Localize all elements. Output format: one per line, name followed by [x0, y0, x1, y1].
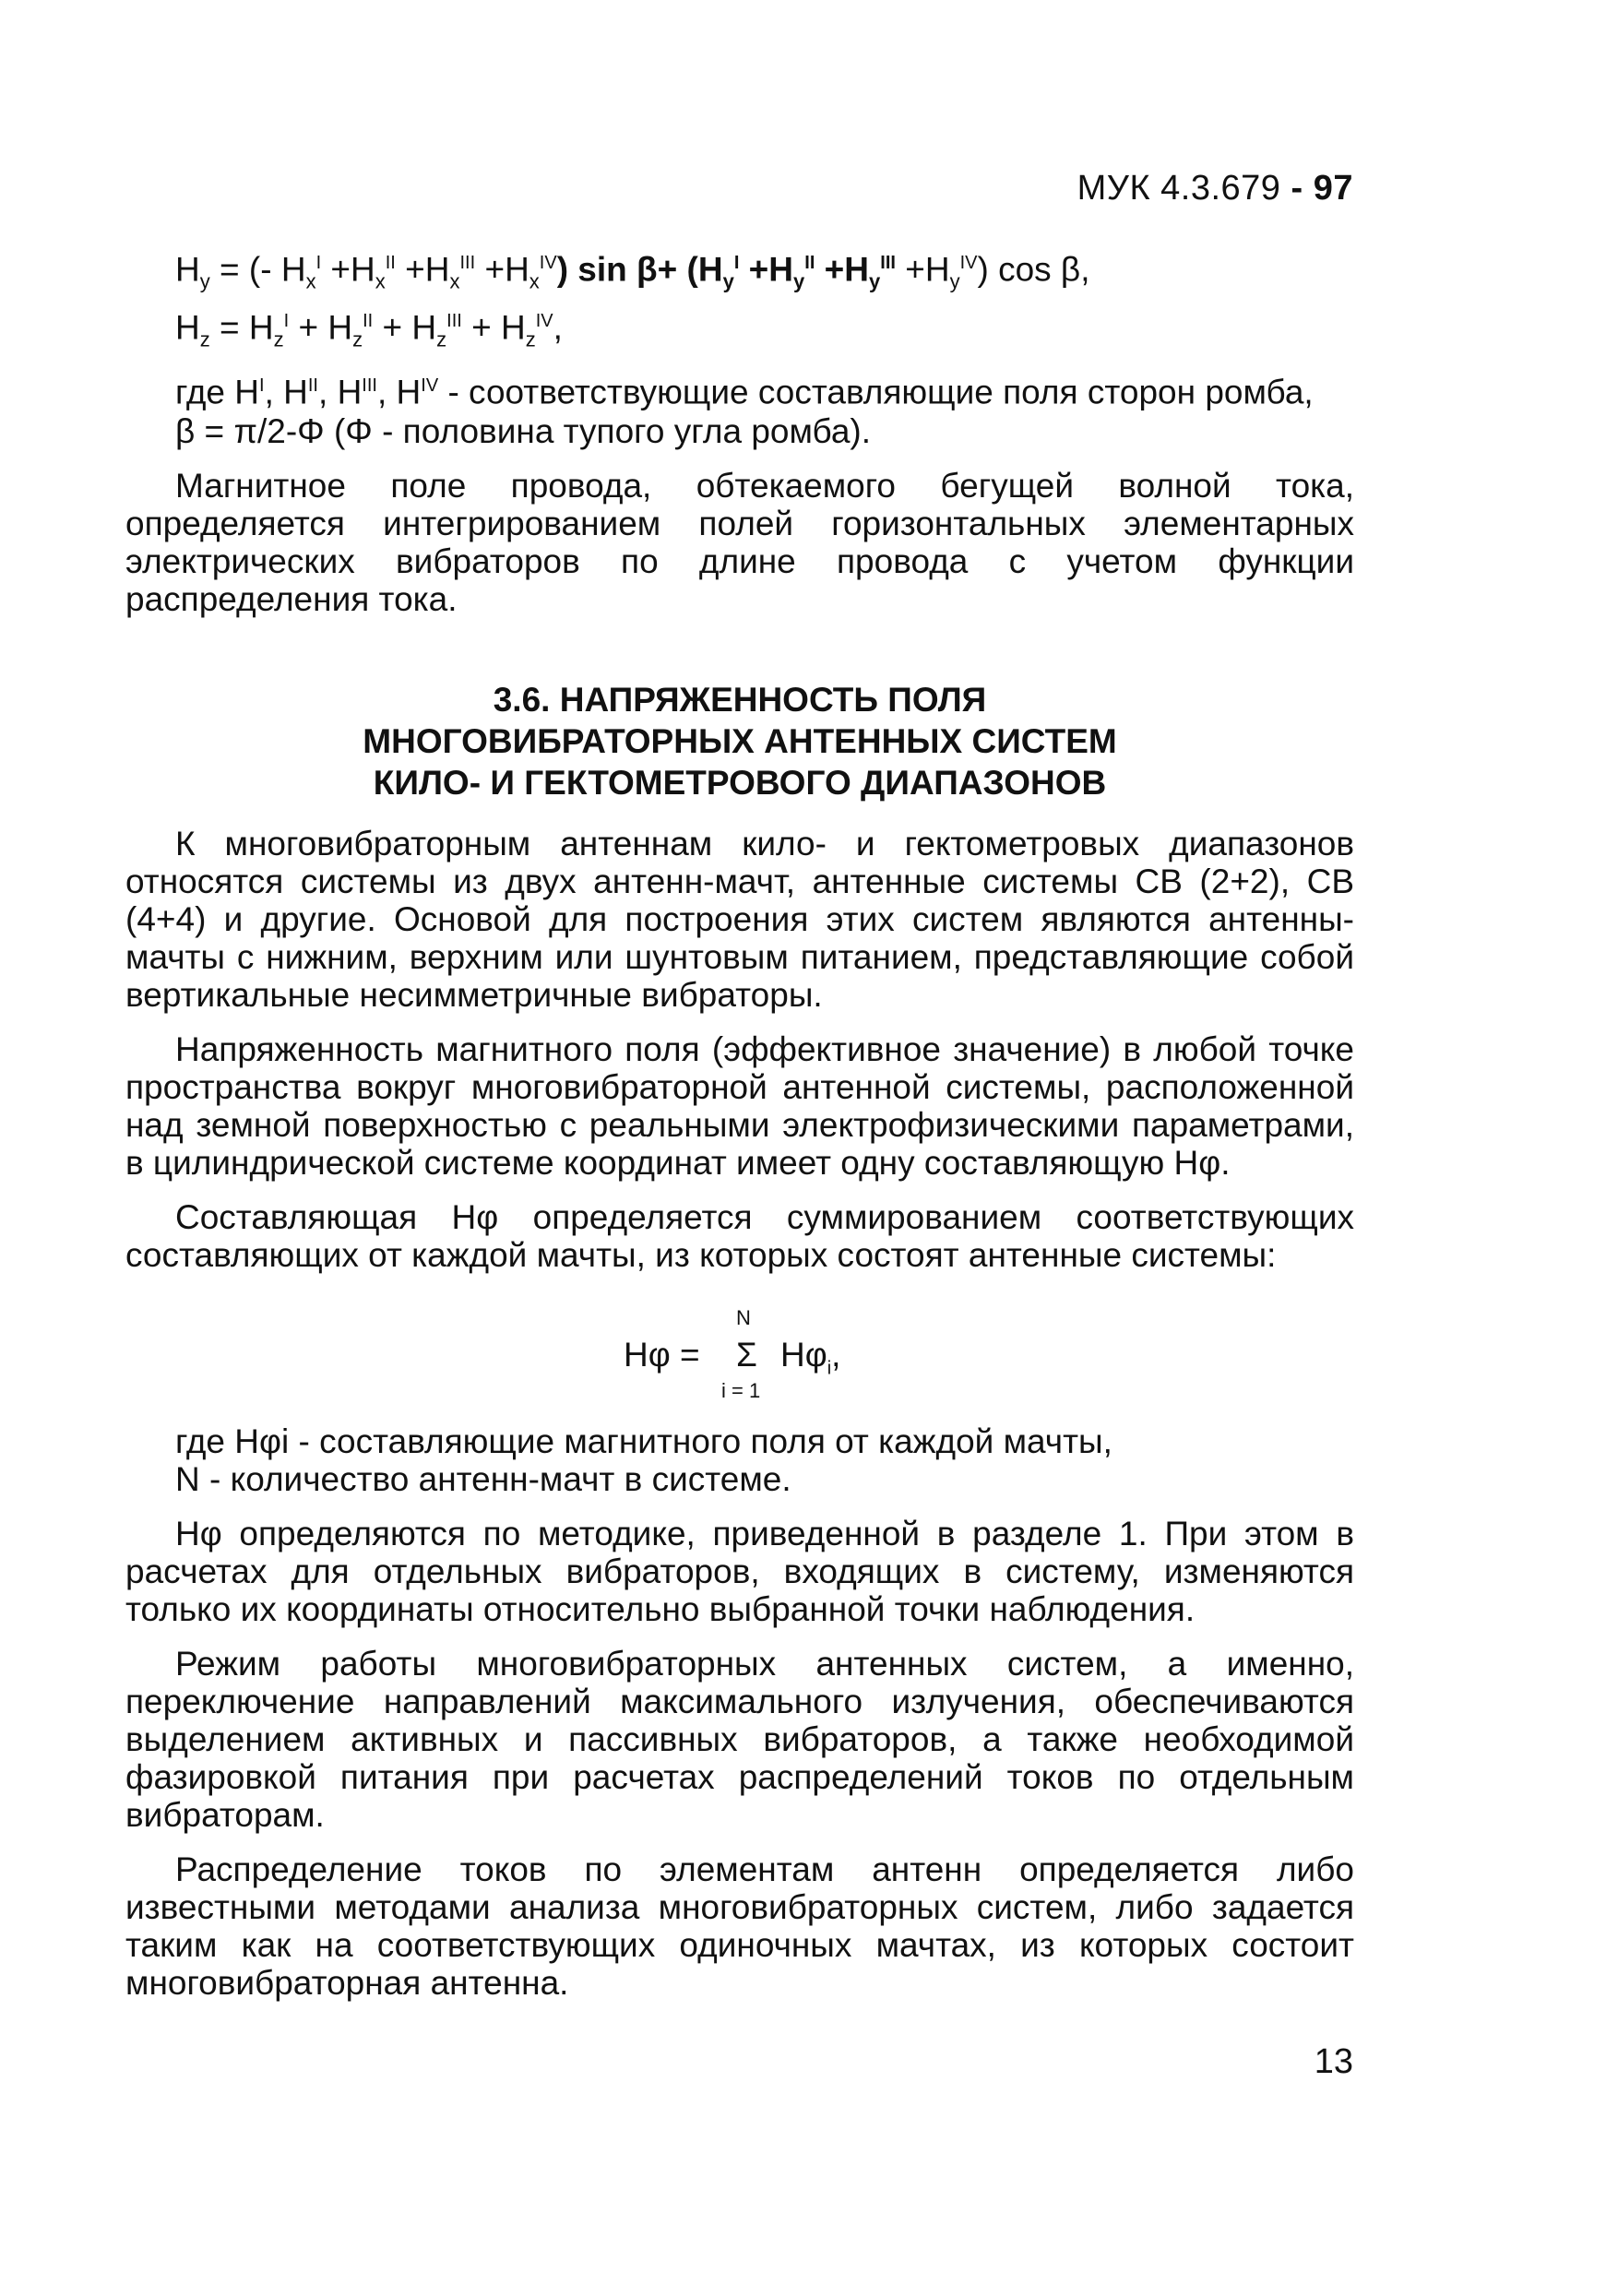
section-heading-line-3: КИЛО- И ГЕКТОМЕТРОВОГО ДИАПАЗОНОВ	[373, 764, 1107, 802]
method-paragraph: Hφ определяются по методике, приведенной в разделе 1. При этом в расчетах для отдельных вибраторов, входящих в систему, изменяются только их координаты относительно выбранной точки наблюдения.	[125, 1515, 1354, 1628]
formula-hz: $H_z = H_z^I + H_z^{II} + H_z^{III} + H_z^{IV}$,	[175, 308, 563, 351]
doc-code-separator: -	[1291, 169, 1303, 208]
sum-upper-limit: N	[736, 1306, 751, 1329]
summation-formula	[624, 1306, 919, 1402]
where-n-line: N - количество антенн-мачт в системе.	[175, 1460, 791, 1498]
section-heading-line-2: МНОГОВИБРАТОРНЫХ АНТЕННЫХ СИСТЕМ	[363, 722, 1117, 760]
rhombus-components-block	[125, 367, 1354, 618]
formula-hy: $H_y$ = (- $H_x^I +H_x^{II} +H_x^{III} +H_x^{IV}$) $\sin \beta+ (H_y^I +H_y^{II} +H_y^{III} +H_y^{IV})$ cos β,	[175, 250, 1090, 293]
section-body	[125, 825, 1354, 1274]
section-heading-line-1: 3.6. НАПРЯЖЕННОСТЬ ПОЛЯ	[493, 681, 987, 719]
sum-sigma: Σ	[736, 1336, 757, 1374]
where-rhombus-paragraph: где $H^I$, $H^{II}$, $H^{III}$, $H^{IV}$ - соответствующие составляющие поля сторон ромба,	[175, 373, 1314, 411]
beta-definition: β = π/2-Φ (Φ - половина тупого угла ромба).	[175, 412, 872, 451]
field-strength-paragraph: Напряженность магнитного поля (эффективное значение) в любой точке пространства вокруг многовибраторной антенной системы, расположенной над земной поверхностью с реальными электрофизическими параметрами, в цилиндрической системе координат имеет одну составляющую Hφ.	[125, 1030, 1354, 1182]
after-sum-body	[125, 1422, 1354, 2002]
doc-code: МУК 4.3.679	[1077, 169, 1281, 208]
document-code-header	[1077, 169, 1353, 208]
multivibrator-intro-paragraph: К многовибраторным антеннам кило- и гектометровых диапазонов относятся системы из двух антенн-мачт, антенные системы СВ (2+2), СВ (4+4) и другие. Основой для построения этих систем являются антенны-мачты с нижним, верхним или шунтовым питанием, представляющие собой вертикальные несимметричные вибраторы.	[125, 825, 1354, 1014]
current-distribution-paragraph: Распределение токов по элементам антенн определяется либо известными методами анализа многовибраторных систем, либо задается таким как на соответствующих одиночных мачтах, из которых состоит многовибраторная антенна.	[125, 1850, 1354, 2002]
magnetic-wire-paragraph: Магнитное поле провода, обтекаемого бегущей волной тока, определяется интегрированием полей горизонтальных элементарных электрических вибраторов по длине провода с учетом функции распределения тока.	[125, 467, 1354, 619]
doc-code-year: 97	[1313, 169, 1353, 208]
operating-mode-paragraph: Режим работы многовибраторных антенных систем, а именно, переключение направлений максимального излучения, обеспечиваются выделением активных и пассивных вибраторов, а также необходимой фазировкой питания при расчетах распределений токов по отдельным вибраторам.	[125, 1645, 1354, 1834]
section-heading	[125, 679, 1354, 803]
where-hphi-line: где Hφi - составляющие магнитного поля от каждой мачты,	[175, 1422, 1112, 1460]
page-number: 13	[1314, 2042, 1353, 2081]
summation-paragraph: Составляющая Hφ определяется суммированием соответствующих составляющих от каждой мачты, из которых состоят антенные системы:	[125, 1198, 1354, 1274]
sum-lhs: Hφ =	[624, 1336, 700, 1374]
sum-lower-limit: i = 1	[721, 1379, 761, 1402]
sum-rhs: $H\varphi_i$,	[780, 1336, 841, 1379]
